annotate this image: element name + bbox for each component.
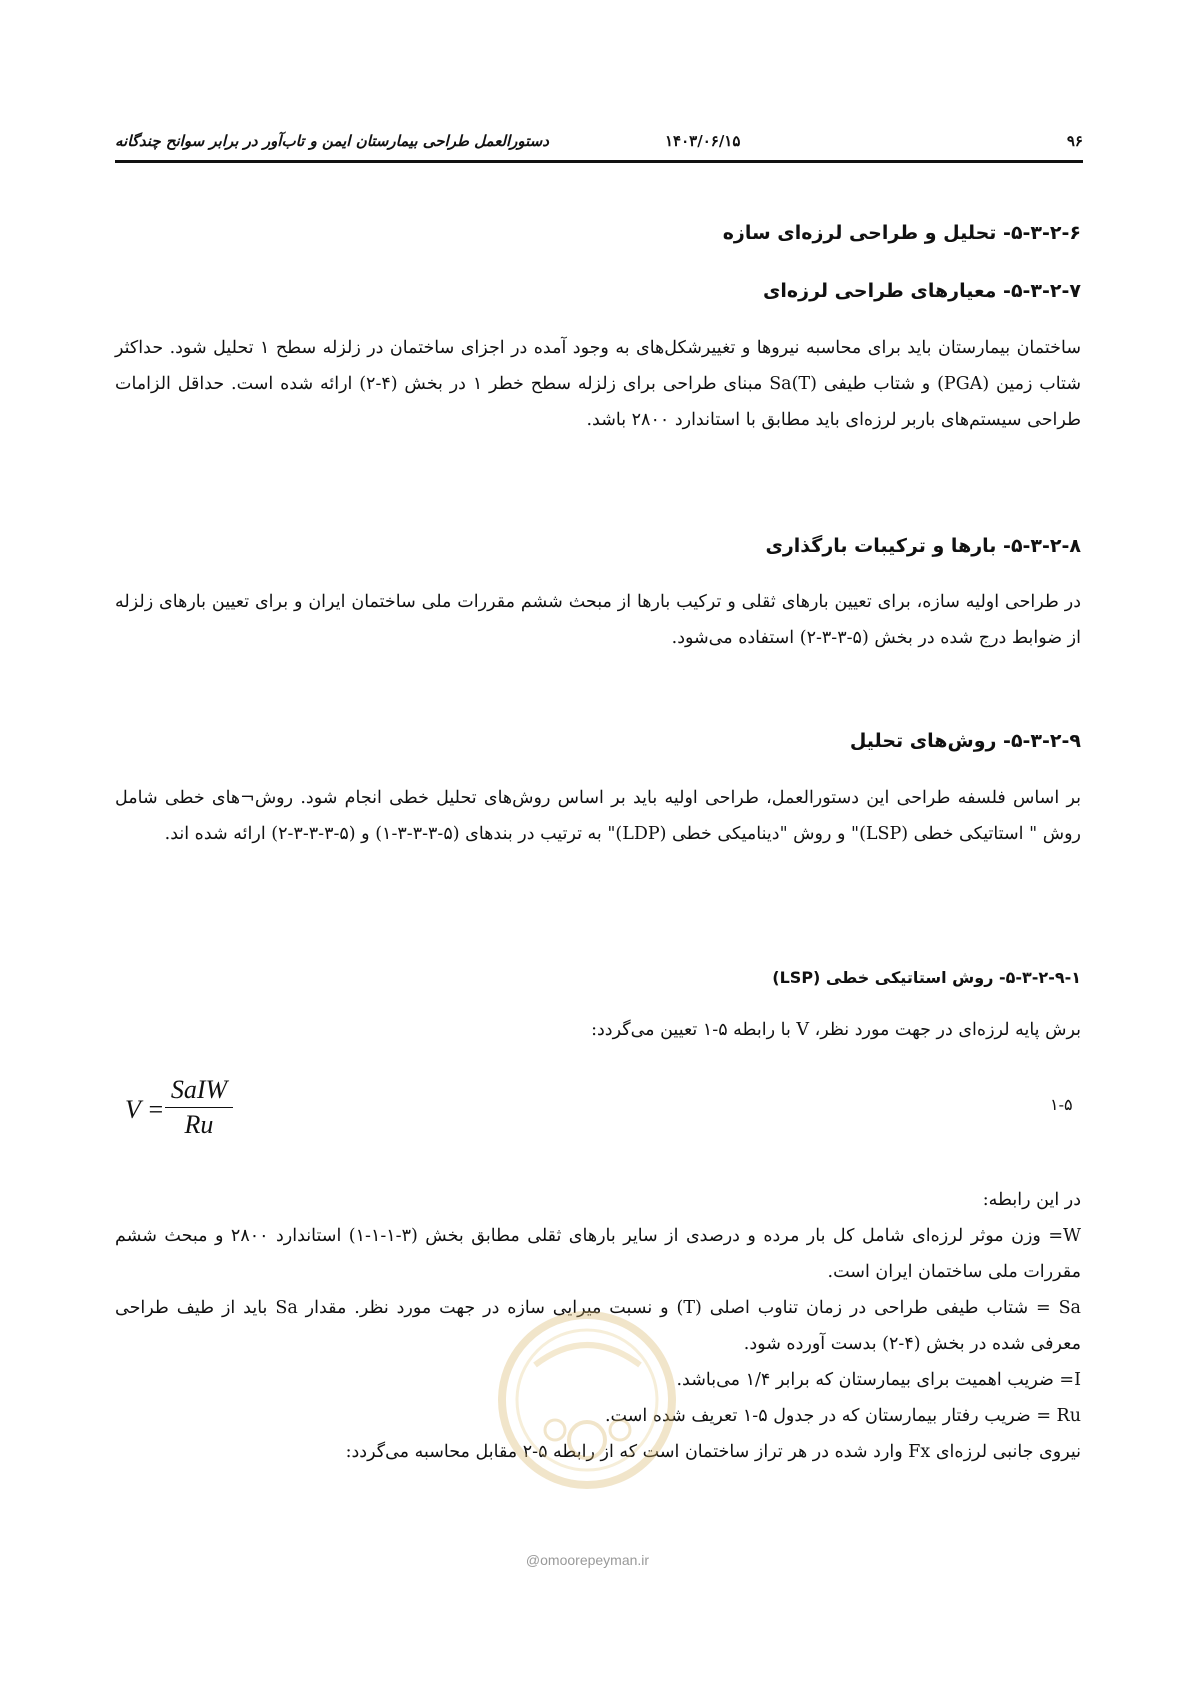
paragraph-seismic-criteria bbox=[115, 330, 1081, 438]
header-title: دستورالعمل طراحی بیمارستان ایمن و تاب‌آور در برابر سوانح چندگانه bbox=[115, 132, 549, 150]
page-header bbox=[115, 130, 1083, 163]
paragraph-text: ساختمان بیمارستان باید برای محاسبه نیروها و تغییرشکل‌های به وجود آمده در اجزای ساختمان در زلزله سطح ۱ تحلیل شود. حداکثر شتاب زمین (PGA) و شتاب طیفی Sa(T) مبنای طراحی برای زلزله سطح خطر ۱ در بخش (۴-۲) ارائه شده است. حداقل الزامات طراحی سیستم‌های باربر لرزه‌ای باید مطابق با استاندارد ۲۸۰۰ باشد. bbox=[115, 338, 1081, 430]
paragraph-analysis-methods bbox=[115, 780, 1081, 852]
formula-fraction bbox=[165, 1075, 233, 1140]
formula-numerator: SaIW bbox=[165, 1075, 233, 1108]
definition-sa: Sa = شتاب طیفی طراحی در زمان تناوب اصلی (T) و نسبت میرایی سازه در جهت مورد نظر. مقدار Sa باید از طیف طراحی معرفی شده در بخش (۴-۲) بدست آورده شود. bbox=[115, 1298, 1081, 1354]
paragraph-text: بر اساس فلسفه طراحی این دستورالعمل، طراحی اولیه باید بر اساس روش‌های تحلیل خطی انجام شود. روش¬های خطی شامل روش " استاتیکی خطی (LSP)" و روش "دینامیکی خطی (LDP)" به ترتیب در بندهای (۵-۳-۳-۳-۱) و (۵-۳-۳-۳-۲) ارائه شده اند. bbox=[115, 788, 1081, 844]
formula-lhs: V = bbox=[125, 1095, 165, 1124]
section-heading-8: ۵-۳-۲-۸- بارها و ترکیبات بارگذاری bbox=[765, 535, 1081, 557]
definition-fx: نیروی جانبی لرزه‌ای Fx وارد شده در هر تراز ساختمان است که از رابطه ۵-۲ مقابل محاسبه می‌گردد: bbox=[345, 1442, 1081, 1462]
definition-w: W= وزن موثر لرزه‌ای شامل کل بار مرده و درصدی از سایر بارهای ثقلی مطابق بخش (۳-۱-۱-۱) استاندارد ۲۸۰۰ و مبحث ششم مقررات ملی ساختمان ایران است. bbox=[115, 1226, 1081, 1282]
paragraph-base-shear bbox=[115, 1012, 1081, 1048]
watermark-url: @omoorepeyman.ir bbox=[525, 1552, 650, 1568]
section-heading-6: ۵-۳-۲-۶- تحلیل و طراحی لرزه‌ای سازه bbox=[722, 222, 1081, 244]
page-number: ۹۶ bbox=[1066, 132, 1083, 150]
paragraph-loads bbox=[115, 584, 1081, 656]
header-date: ۱۴۰۳/۰۶/۱۵ bbox=[665, 132, 741, 150]
section-heading-7: ۵-۳-۲-۷- معیارهای طراحی لرزه‌ای bbox=[763, 280, 1081, 302]
paragraph-text: برش پایه لرزه‌ای در جهت مورد نظر، V با رابطه ۵-۱ تعیین می‌گردد: bbox=[591, 1020, 1081, 1040]
base-shear-formula bbox=[125, 1075, 235, 1145]
formula-denominator: Ru bbox=[184, 1110, 214, 1139]
definition-i: I= ضریب اهمیت برای بیمارستان که برابر ۱/۴ می‌باشد. bbox=[676, 1370, 1081, 1390]
equation-number: ۱-۵ bbox=[1050, 1095, 1073, 1114]
paragraph-text: در طراحی اولیه سازه، برای تعیین بارهای ثقلی و ترکیب بارها از مبحث ششم مقررات ملی ساختمان ایران و برای تعیین بارهای زلزله از ضوابط درج شده در بخش (۵-۳-۳-۲) استفاده می‌شود. bbox=[115, 592, 1081, 648]
section-heading-9-1: ۵-۳-۲-۹-۱- روش استاتیکی خطی (LSP) bbox=[772, 968, 1081, 987]
watermark-logo bbox=[495, 1290, 680, 1520]
definitions-intro: در این رابطه: bbox=[982, 1190, 1081, 1210]
definition-ru: Ru = ضریب رفتار بیمارستان که در جدول ۵-۱ تعریف شده است. bbox=[604, 1406, 1081, 1426]
section-heading-9: ۵-۳-۲-۹- روش‌های تحلیل bbox=[849, 730, 1081, 752]
